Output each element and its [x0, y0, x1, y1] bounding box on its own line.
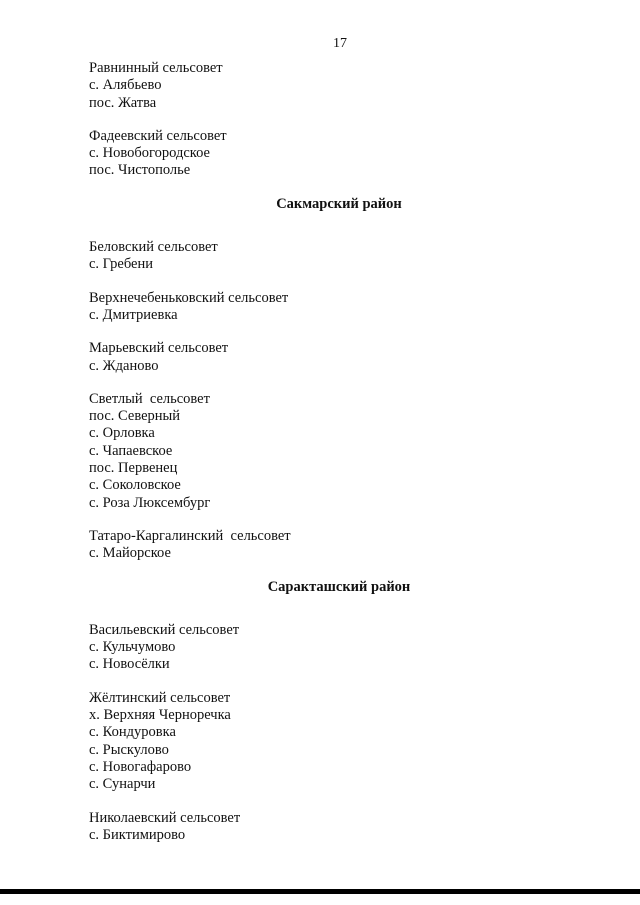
- council-name: Марьевский сельсовет: [89, 340, 229, 357]
- settlement: пос. Жатва: [89, 94, 157, 111]
- settlement: с. Алябьево: [89, 77, 162, 94]
- council-name: Равнинный сельсовет: [89, 60, 223, 76]
- settlement: с. Новогафарово: [89, 758, 192, 775]
- council-name: Фадеевский сельсовет: [89, 127, 227, 144]
- settlement: с. Соколовское: [89, 477, 181, 494]
- district-heading-saraktash: Саракташский район: [267, 578, 411, 595]
- settlement: пос. Первенец: [89, 460, 178, 477]
- council-name: Верхнечебеньковский сельсовет: [89, 289, 289, 306]
- settlement: с. Новосёлки: [89, 656, 170, 673]
- settlement: пос. Чистополье: [89, 162, 191, 179]
- council-name: Жёлтинский сельсовет: [89, 689, 231, 706]
- settlement: с. Рыскулово: [89, 741, 169, 758]
- settlement: с. Сунарчи: [89, 776, 156, 793]
- district-heading-sakmara: Сакмарский район: [276, 195, 402, 212]
- document-body: [89, 60, 609, 844]
- bottom-rule: [0, 889, 640, 894]
- settlement: с. Биктимирово: [89, 826, 186, 843]
- settlement: пос. Северный: [89, 408, 181, 425]
- council-name: Беловский сельсовет: [89, 239, 218, 256]
- page-number: 17: [333, 36, 347, 51]
- council-name: Татаро-Каргалинский сельсовет: [89, 527, 291, 544]
- council-name: Светлый сельсовет: [89, 390, 210, 407]
- settlement: с. Чапаевское: [89, 442, 173, 459]
- settlement: с. Кондуровка: [89, 724, 176, 741]
- settlement: х. Верхняя Черноречка: [89, 707, 231, 724]
- settlement: с. Орловка: [89, 425, 155, 442]
- council-name: Васильевский сельсовет: [89, 621, 240, 638]
- settlement: с. Майорское: [89, 545, 171, 562]
- settlement: с. Новобогородское: [89, 145, 210, 162]
- settlement: с. Кульчумово: [89, 639, 176, 656]
- council-name: Николаевский сельсовет: [89, 809, 241, 826]
- settlement: с. Дмитриевка: [89, 306, 178, 323]
- settlement: с. Гребени: [89, 256, 153, 273]
- settlement: с. Жданово: [89, 357, 159, 374]
- settlement: с. Роза Люксембург: [89, 494, 211, 511]
